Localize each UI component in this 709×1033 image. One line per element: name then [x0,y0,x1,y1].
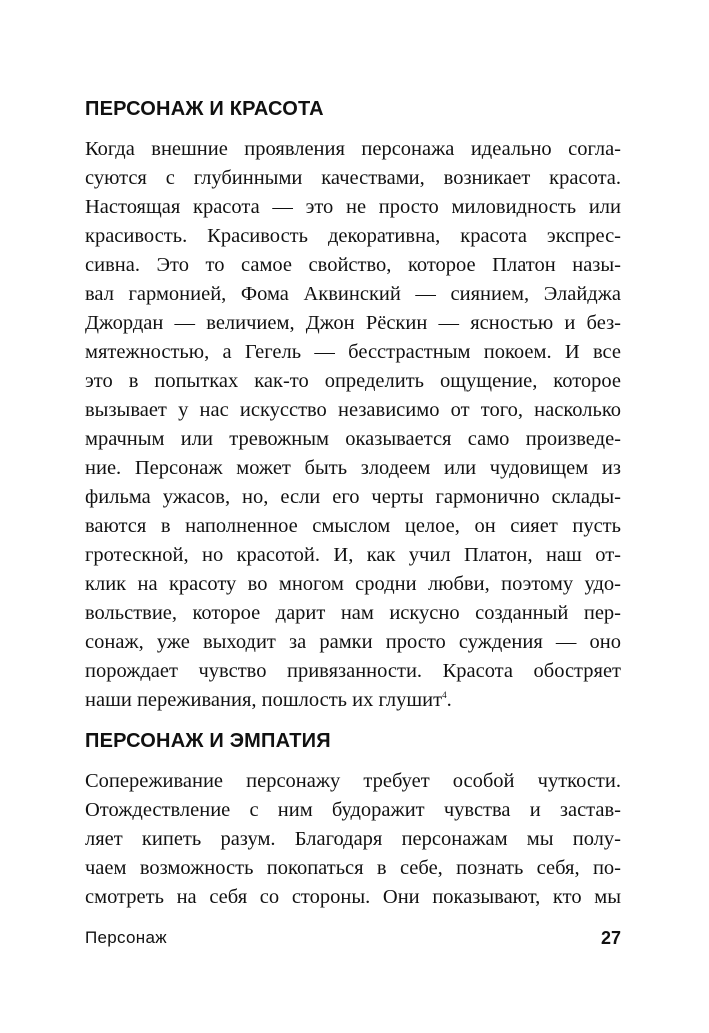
text-line-last [85,686,621,715]
section-heading-beauty: ПЕРСОНАЖ И КРАСОТА [85,98,324,120]
text-line: Сопереживание персонажу требует особой чуткости. [85,770,621,792]
text-line: красивость. Красивость декоративна, красота экспрес- [85,225,621,247]
sentence-end: . [446,689,452,711]
text-line-content: наши переживания, пошлость их глушит [85,689,443,711]
text-line: мрачным или тревожным оказывается само произведе- [85,428,621,450]
text-line: суются с глубинными качествами, возникает красота. [85,167,621,189]
text-line: сивна. Это то самое свойство, которое Платон назы- [85,254,621,276]
text-line: это в попытках как-то определить ощущение, которое [85,370,621,392]
text-line: Настоящая красота — это не просто миловидность или [85,196,621,218]
text-line: чаем возможность покопаться в себе, познать себя, по- [85,857,621,879]
text-line: сонаж, уже выходит за рамки просто суждения — оно [85,631,621,653]
text-line: Джордан — величием, Джон Рёскин — ясностью и без- [85,312,621,334]
paragraph-empathy [85,767,621,912]
text-line: ляет кипеть разум. Благодаря персонажам мы полу- [85,828,621,850]
text-line: ние. Персонаж может быть злодеем или чудовищем из [85,457,621,479]
text-line: фильма ужасов, но, если его черты гармонично склады- [85,486,621,508]
text-line: гротескной, но красотой. И, как учил Платон, наш от- [85,544,621,566]
page-body [85,96,621,912]
text-line: мятежностью, а Гегель — бесстрастным покоем. И все [85,341,621,363]
text-line: клик на красоту во многом сродни любви, поэтому удо- [85,573,621,595]
text-line: Когда внешние проявления персонажа идеально согла- [85,138,621,160]
running-title: Персонаж [85,928,167,947]
text-line: Отождествление с ним будоражит чувства и застав- [85,799,621,821]
footnote-mark[interactable]: 4 [442,690,447,701]
text-line: порождает чувство привязанности. Красота обостряет [85,660,621,682]
text-line: ваются в наполненное смыслом целое, он сияет пусть [85,515,621,537]
text-line: вал гармонией, Фома Аквинский — сиянием, Элайджа [85,283,621,305]
page-footer [85,928,621,952]
text-line: смотреть на себя со стороны. Они показывают, кто мы [85,886,621,908]
page-number: 27 [600,928,621,948]
paragraph-beauty [85,135,621,715]
text-line: вызывает у нас искусство независимо от того, насколько [85,399,621,421]
text-line: вольствие, которое дарит нам искусно созданный пер- [85,602,621,624]
section-heading-empathy: ПЕРСОНАЖ И ЭМПАТИЯ [85,730,331,752]
